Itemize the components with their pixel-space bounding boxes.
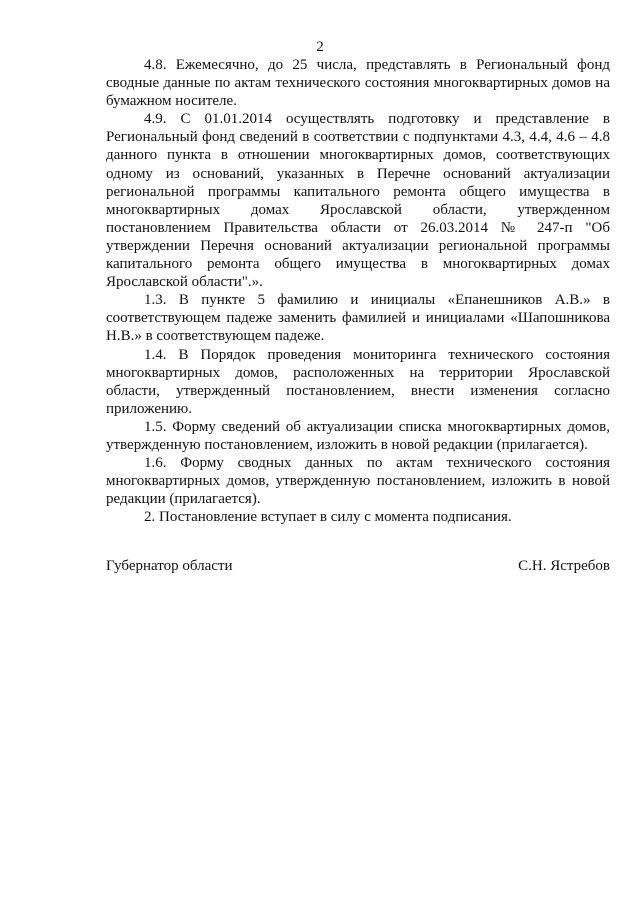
paragraph-2: 2. Постановление вступает в силу с момента подписания. xyxy=(144,509,512,526)
signature-block xyxy=(106,557,610,575)
signatory-name: С.Н. Ястребов xyxy=(518,558,610,574)
paragraph-1-3: 1.3. В пункте 5 фамилию и инициалы «Епанешников А.В.» в соответствующем падеже заменить фамилией и инициалами «Шапошникова Н.В.» в соответствующем падеже. xyxy=(106,292,610,345)
paragraph-4-8: 4.8. Ежемесячно, до 25 числа, представлять в Региональный фонд сводные данные по актам технического состояния многоквартирных домов на бумажном носителе. xyxy=(106,57,610,110)
paragraph-4-9: 4.9. С 01.01.2014 осуществлять подготовку и представление в Региональный фонд сведений в соответствии с подпунктами 4.3, 4.4, 4.6 – 4.8 данного пункта в отношении многоквартирных домов, соответствующих одному из оснований, указанных в Перечне оснований актуализации региональной программы капитального ремонта общего имущества в многоквартирных домах Ярославской области, утвержденном постановлением Правительства области от 26.03.2014 № 247-п "Об утверждении Перечня оснований актуализации региональной программы капитального ремонта общего имущества в многоквартирных домах Ярославской области".». xyxy=(106,111,610,291)
paragraph-1-5: 1.5. Форму сведений об актуализации списка многоквартирных домов, утвержденную постановлением, изложить в новой редакции (прилагается). xyxy=(106,418,610,453)
paragraph-1-4: 1.4. В Порядок проведения мониторинга технического состояния многоквартирных домов, расположенных на территории Ярославской области, утвержденный постановлением, внести изменения согласно приложению. xyxy=(106,346,610,417)
page-number: 2 xyxy=(316,39,324,55)
signatory-title: Губернатор области xyxy=(106,558,233,574)
paragraph-1-6: 1.6. Форму сводных данных по актам технического состояния многоквартирных домов, утвержденную постановлением, изложить в новой редакции (прилагается). xyxy=(106,455,610,508)
document-body xyxy=(106,56,610,526)
